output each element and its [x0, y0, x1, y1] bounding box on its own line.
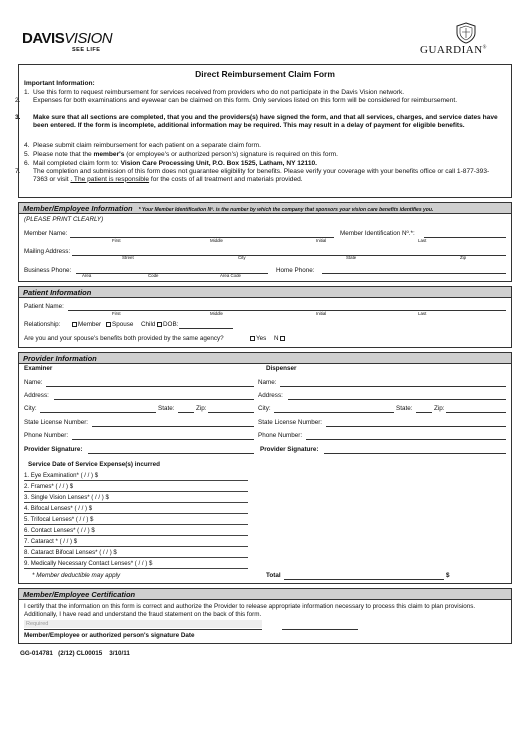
guardian-text: GUARDIAN [420, 44, 483, 56]
important-item-3: 3. Make sure that all sections are completed, that you and the providers(s) have signed the form, and that all services, charges, and service dates have been entered. If the form is incomplete, additional information may be required. This may result in a delay of payment for eligible benefits. [15, 114, 498, 129]
dispenser-name-field[interactable] [280, 386, 506, 387]
date-line[interactable] [282, 629, 358, 630]
total-dollar: $ [446, 572, 450, 579]
sub-area: Area [82, 273, 92, 278]
patient-sub-middle: Middle [210, 311, 223, 316]
patient-sub-last: Last [418, 311, 427, 316]
sub-city: City [238, 255, 246, 260]
print-clearly-note: (PLEASE PRINT CLEARLY) [24, 216, 104, 223]
dispenser-address-field[interactable] [288, 399, 506, 400]
service-line-1 [24, 480, 248, 481]
examiner-name-label: Name: [24, 379, 43, 386]
spouse-option-label: Spouse [112, 321, 134, 328]
examiner-state-field[interactable] [178, 412, 194, 413]
certification-section-header: Member/Employee Certification [18, 588, 512, 600]
service-item-1[interactable]: 1. Eye Examination* ( / / ) $ [24, 472, 99, 479]
member-name-field[interactable] [70, 237, 334, 238]
patient-name-label: Patient Name: [24, 303, 64, 310]
service-item-5[interactable]: 5. Trifocal Lenses* ( / / ) $ [24, 516, 94, 523]
child-option-label: Child [141, 321, 156, 328]
examiner-state-label: State: [158, 405, 175, 412]
service-item-3[interactable]: 3. Single Vision Lenses* ( / / ) $ [24, 494, 109, 501]
sub-state: State [346, 255, 357, 260]
important-item-1: 1. Use this form to request reimbursement for services received from providers who do not participate in the Davis Vision network. [24, 89, 405, 96]
member-name-label: Member Name: [24, 230, 68, 237]
sub-zip: Zip [460, 255, 467, 260]
sub-street: Street [122, 255, 134, 260]
examiner-license-label: State License Number: [24, 419, 89, 426]
member-id-label: Member Identification Nº.*: [340, 230, 415, 237]
dispenser-zip-label: Zip: [434, 405, 445, 412]
dispenser-state-field[interactable] [416, 412, 432, 413]
dispenser-phone-field[interactable] [306, 439, 506, 440]
examiner-license-field[interactable] [92, 426, 254, 427]
sub-initial: Initial [316, 238, 327, 243]
certification-text: I certify that the information on this form is correct and authorize the Provider to release appropriate information necessary to process this claim to plan provisions. Additionally, I have read and understand the fraud statement on the back of this form. [24, 603, 476, 618]
service-item-6[interactable]: 6. Contact Lenses* ( / / ) $ [24, 527, 95, 534]
logo-vision-text: VISION [64, 30, 113, 47]
dispenser-signature-field[interactable] [324, 453, 506, 454]
dispenser-license-field[interactable] [326, 426, 506, 427]
logo-davis-text: DAVIS [22, 30, 65, 47]
mailing-address-label: Mailing Address: [24, 248, 71, 255]
service-item-9[interactable]: 9. Medically Necessary Contact Lenses* ( / / ) $ [24, 560, 153, 567]
sub-last: Last [418, 238, 427, 243]
examiner-signature-label: Provider Signature: [24, 446, 83, 453]
sub-code: Code [148, 273, 159, 278]
no-checkbox[interactable] [280, 336, 285, 341]
member-section-header: Member/Employee Information * Your Member Identification Nº. is the number by which the company that sponsors your vision care benefits identifies you. [18, 202, 512, 214]
member-id-field[interactable] [424, 237, 506, 238]
dispenser-phone-label: Phone Number: [258, 432, 303, 439]
spouse-checkbox[interactable] [106, 322, 111, 327]
dispenser-signature-label: Provider Signature: [260, 446, 319, 453]
member-option-label: Member [78, 321, 102, 328]
dispenser-address-label: Address: [258, 392, 283, 399]
guardian-logo [420, 44, 487, 56]
service-item-7[interactable]: 7. Cataract * ( / / ) $ [24, 538, 78, 545]
guardian-shield-icon [455, 22, 477, 44]
service-line-4 [24, 513, 248, 514]
no-label: N [274, 335, 279, 342]
examiner-signature-field[interactable] [88, 453, 254, 454]
signature-line [24, 629, 262, 630]
member-checkbox[interactable] [72, 322, 77, 327]
guardian-registered-mark: ® [482, 45, 487, 51]
sub-area-code: Area Code [220, 273, 241, 278]
member-section-box [18, 214, 512, 282]
service-item-8[interactable]: 8. Cataract Bifocal Lenses* ( / / ) $ [24, 549, 117, 556]
dob-field[interactable] [179, 328, 233, 329]
davis-vision-logo [22, 30, 112, 47]
examiner-name-field[interactable] [46, 386, 254, 387]
patient-sub-first: First [112, 311, 121, 316]
important-item-2: 2. Expenses for both examinations and eyewear can be claimed on this form. Only services listed on this form will be considered for reimbursement. [15, 97, 458, 104]
examiner-address-label: Address: [24, 392, 49, 399]
dispenser-zip-field[interactable] [446, 412, 506, 413]
service-line-9 [24, 568, 248, 569]
examiner-phone-field[interactable] [72, 439, 254, 440]
patient-section-header: Patient Information [18, 286, 512, 298]
examiner-zip-label: Zip: [196, 405, 207, 412]
examiner-heading: Examiner [24, 365, 53, 372]
logo-tagline: SEE LIFE [72, 47, 101, 53]
dispenser-city-field[interactable] [274, 412, 394, 413]
important-item-5: 5. Please note that the member's (or employee's or authorized person's) signature is required on this form. [24, 151, 339, 158]
form-code-footer: GG-014781 (2/12) CL00015 3/10/11 [20, 650, 130, 657]
examiner-address-field[interactable] [54, 399, 254, 400]
child-checkbox[interactable] [157, 322, 162, 327]
examiner-zip-field[interactable] [208, 412, 254, 413]
patient-name-field[interactable] [68, 310, 506, 311]
service-item-4[interactable]: 4. Bifocal Lenses* ( / / ) $ [24, 505, 93, 512]
provider-section-header: Provider Information [18, 352, 512, 364]
signature-label: Member/Employee or authorized person's signature Date [24, 632, 195, 639]
yes-label: Yes [256, 335, 267, 342]
important-heading: Important Information: [24, 80, 95, 87]
service-line-6 [24, 535, 248, 536]
examiner-phone-label: Phone Number: [24, 432, 69, 439]
same-agency-question: Are you and your spouse's benefits both provided by the same agency? [24, 335, 224, 342]
services-heading: Service Date of Service Expense(s) incurred [28, 461, 160, 468]
dispenser-license-label: State License Number: [258, 419, 323, 426]
home-phone-field[interactable] [322, 273, 506, 274]
yes-checkbox[interactable] [250, 336, 255, 341]
dob-label: DOB: [163, 321, 179, 328]
service-item-2[interactable]: 2. Frames* ( / / ) $ [24, 483, 74, 490]
service-line-8 [24, 557, 248, 558]
examiner-city-label: City: [24, 405, 37, 412]
mailing-address-field[interactable] [72, 255, 506, 256]
sub-middle: Middle [210, 238, 223, 243]
total-label: Total [266, 572, 281, 579]
dispenser-name-label: Name: [258, 379, 277, 386]
service-line-5 [24, 524, 248, 525]
important-item-6: 6. Mail completed claim form to: Vision Care Processing Unit, P.O. Box 1525, Latham, NY 12110. [24, 160, 318, 167]
examiner-city-field[interactable] [40, 412, 156, 413]
service-line-3 [24, 502, 248, 503]
total-field[interactable] [284, 579, 444, 580]
relationship-label: Relationship: [24, 321, 61, 328]
patient-sub-initial: Initial [316, 311, 327, 316]
deductible-note: * Member deductible may apply [32, 572, 121, 579]
home-phone-label: Home Phone: [276, 267, 315, 274]
sub-first: First [112, 238, 121, 243]
signature-field[interactable]: Required [24, 620, 262, 628]
dispenser-state-label: State: [396, 405, 413, 412]
dispenser-city-label: City: [258, 405, 271, 412]
important-item-7: 7. The completion and submission of this form does not guarantee eligibility for benefits. Please verify your coverage with your benefits office or call 1-877-393-7363 or visit . The patient is responsible for the costs of all treatment and materials provided. [15, 168, 490, 183]
business-phone-label: Business Phone: [24, 267, 72, 274]
important-item-4: 4. Please submit claim reimbursement for each patient on a separate claim form. [24, 142, 261, 149]
dispenser-heading: Dispenser [266, 365, 297, 372]
service-line-7 [24, 546, 248, 547]
service-line-2 [24, 491, 248, 492]
form-title: Direct Reimbursement Claim Form [195, 69, 335, 79]
